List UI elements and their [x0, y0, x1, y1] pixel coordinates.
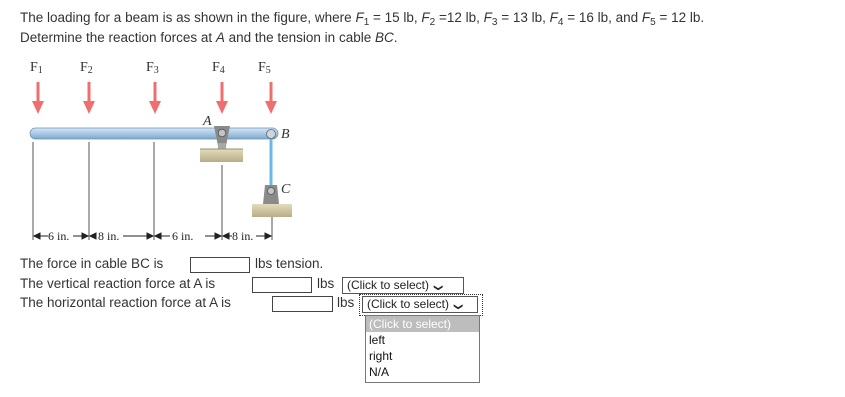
dropdown-option[interactable]: N/A: [369, 365, 390, 379]
arrow-f3: [149, 82, 161, 114]
force-symbol: F: [421, 10, 430, 25]
force-symbol: F: [355, 10, 364, 25]
dimension-label: 8 in.: [98, 229, 120, 243]
problem-text: .: [393, 30, 398, 45]
problem-intro-text: The loading for a beam is as shown in the figure, where: [20, 10, 356, 25]
arrow-f5: [265, 82, 277, 114]
dropdown-option[interactable]: (Click to select): [366, 316, 479, 332]
label-point-b: B: [281, 127, 290, 142]
force-value: = 12 lb.: [655, 10, 705, 25]
question-horizontal-reaction: The horizontal reaction force at A is: [20, 295, 231, 310]
force-label-f3: $F_3$: [146, 60, 159, 76]
dimension-label: 8 in.: [232, 229, 254, 243]
force-label-f2: $F_2$: [80, 60, 93, 76]
force-subscript: 5: [650, 17, 656, 28]
horizontal-reaction-input[interactable]: [272, 296, 333, 312]
question-cable-force: The force in cable BC is: [20, 256, 164, 271]
force-value: = 15 lb,: [369, 10, 422, 25]
problem-text: Determine the reaction forces at: [20, 30, 216, 45]
chevron-down-icon: ❮: [432, 283, 443, 292]
force-value: = 16 lb, and: [563, 10, 642, 25]
select-value: (Click to select): [347, 278, 430, 292]
unit-lbs: lbs: [317, 276, 335, 291]
arrow-f1: [32, 82, 44, 114]
pin-b: [267, 130, 276, 139]
select-value: (Click to select): [367, 297, 450, 311]
dimension-label: 6 in.: [48, 229, 70, 243]
horizontal-direction-dropdown: [365, 315, 480, 383]
unit-lbs: lbs: [337, 295, 355, 310]
arrow-f2: [83, 82, 95, 114]
arrow-f4: [216, 82, 228, 114]
force-subscript: 1: [363, 17, 370, 28]
force-label-f1: $F_1$: [30, 60, 43, 76]
force-symbol: F: [549, 10, 558, 25]
cable-force-input[interactable]: [190, 257, 250, 273]
force-symbol: F: [641, 10, 651, 25]
dropdown-option[interactable]: left: [369, 333, 386, 347]
question-vertical-reaction: The vertical reaction force at A is: [20, 276, 216, 291]
force-symbol: F: [483, 10, 492, 25]
cable-ref-bc: BC: [374, 30, 394, 45]
force-label-f5: $F_5$: [258, 60, 271, 76]
vertical-reaction-input[interactable]: [252, 277, 312, 293]
problem-text: and the tension in cable: [224, 30, 375, 45]
force-label-f4: $F_4$: [212, 60, 225, 76]
dropdown-option[interactable]: right: [369, 349, 393, 363]
force-subscript: 2: [429, 17, 436, 28]
unit-lbs-tension: lbs tension.: [255, 256, 324, 271]
force-value: = 13 lb,: [497, 10, 550, 25]
label-point-c: C: [281, 182, 291, 197]
label-point-a: A: [203, 114, 212, 129]
beam: [30, 128, 278, 139]
horizontal-direction-select[interactable]: [362, 296, 478, 313]
cable-bc: [270, 137, 273, 187]
force-subscript: 4: [557, 17, 564, 28]
chevron-down-icon: ❮: [452, 302, 463, 311]
force-subscript: 3: [491, 17, 498, 28]
force-arrows: [32, 82, 277, 114]
force-value: =12 lb,: [435, 10, 484, 25]
vertical-direction-select[interactable]: [342, 277, 464, 294]
point-ref-a: A: [215, 30, 225, 45]
dimension-label: 6 in.: [172, 229, 194, 243]
